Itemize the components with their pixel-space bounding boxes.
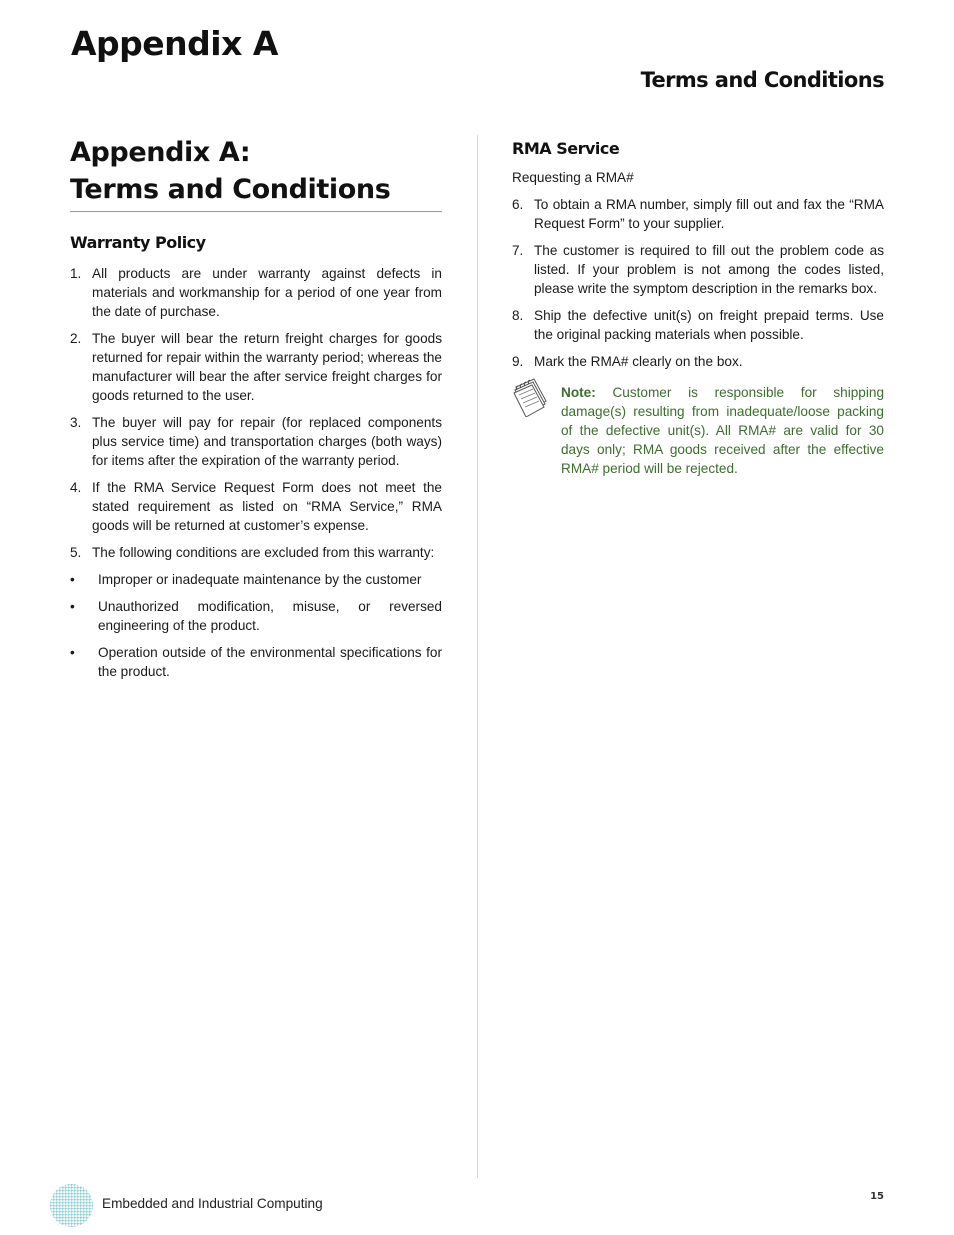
left-column <box>70 134 442 689</box>
note-label: Note: <box>561 385 596 400</box>
list-item <box>70 543 442 562</box>
rma-heading: RMA Service <box>512 139 620 158</box>
list-item <box>512 352 884 371</box>
globe-logo-icon <box>49 1183 94 1228</box>
list-marker: 5. <box>70 545 82 560</box>
note-body: Customer is responsible for shipping damage(s) resulting from inadequate/loose packing of the defective unit(s). All RMA# are valid for 30 days only; RMA goods received after the effective RMA# period will be rejected. <box>561 385 884 476</box>
list-item-text: To obtain a RMA number, simply fill out and fax the “RMA Request Form” to your supplier. <box>534 197 884 231</box>
list-item <box>512 306 884 344</box>
bullet-item <box>70 597 442 635</box>
list-item <box>70 264 442 321</box>
bullet-item <box>70 643 442 681</box>
list-item-text: All products are under warranty against defects in materials and workmanship for a period of one year from the date of purchase. <box>92 266 442 319</box>
list-marker: 3. <box>70 415 82 430</box>
note-pad-icon <box>512 375 550 417</box>
list-item-text: The following conditions are excluded from this warranty: <box>92 545 435 560</box>
list-marker: 9. <box>512 354 524 369</box>
note-box <box>512 383 884 478</box>
note-text <box>561 383 884 478</box>
warranty-heading: Warranty Policy <box>70 233 206 252</box>
bullet-item <box>70 570 442 589</box>
page-number: 15 <box>870 1191 884 1202</box>
list-item-text: If the RMA Service Request Form does not meet the stated requirement as listed on “RMA Service,” RMA goods will be returned at customer’s expense. <box>92 480 442 533</box>
title-rule <box>70 211 442 212</box>
list-item <box>512 195 884 233</box>
list-marker: 1. <box>70 266 82 281</box>
warranty-list <box>70 264 442 681</box>
bullet-item-text: Improper or inadequate maintenance by the customer <box>98 572 422 587</box>
column-divider <box>477 135 478 1178</box>
list-item-text: The customer is required to fill out the problem code as listed. If your problem is not among the codes listed, please write the symptom description in the remarks box. <box>534 243 884 296</box>
list-item-text: The buyer will bear the return freight charges for goods returned for repair within the warranty period; whereas the manufacturer will bear the after service freight charges for goods returned to the user. <box>92 331 442 403</box>
bullet-item-text: Operation outside of the environmental specifications for the product. <box>98 645 442 679</box>
right-column <box>512 134 884 478</box>
page-title <box>70 134 442 208</box>
list-marker: 8. <box>512 308 524 323</box>
list-item <box>512 241 884 298</box>
list-item-text: Ship the defective unit(s) on freight prepaid terms. Use the original packing materials when possible. <box>534 308 884 342</box>
list-marker: 4. <box>70 480 82 495</box>
list-marker: 6. <box>512 197 524 212</box>
list-marker: 7. <box>512 243 524 258</box>
page-title-line2: Terms and Conditions <box>70 174 391 205</box>
bullet-marker: • <box>70 572 75 587</box>
list-item <box>70 329 442 405</box>
rma-intro: Requesting a RMA# <box>512 170 634 185</box>
list-item <box>70 413 442 470</box>
footer-text: Embedded and Industrial Computing <box>102 1196 323 1211</box>
bullet-marker: • <box>70 645 75 660</box>
page-title-line1: Appendix A: <box>70 137 251 168</box>
list-item-text: Mark the RMA# clearly on the box. <box>534 354 743 369</box>
list-marker: 2. <box>70 331 82 346</box>
bullet-item-text: Unauthorized modification, misuse, or reversed engineering of the product. <box>98 599 442 633</box>
header-subtitle: Terms and Conditions <box>640 68 884 92</box>
bullet-marker: • <box>70 599 75 614</box>
list-item <box>70 478 442 535</box>
list-item-text: The buyer will pay for repair (for replaced components plus service time) and transportation charges (both ways) for items after the expiration of the warranty period. <box>92 415 442 468</box>
header-title: Appendix A <box>71 24 278 63</box>
rma-list <box>512 195 884 371</box>
